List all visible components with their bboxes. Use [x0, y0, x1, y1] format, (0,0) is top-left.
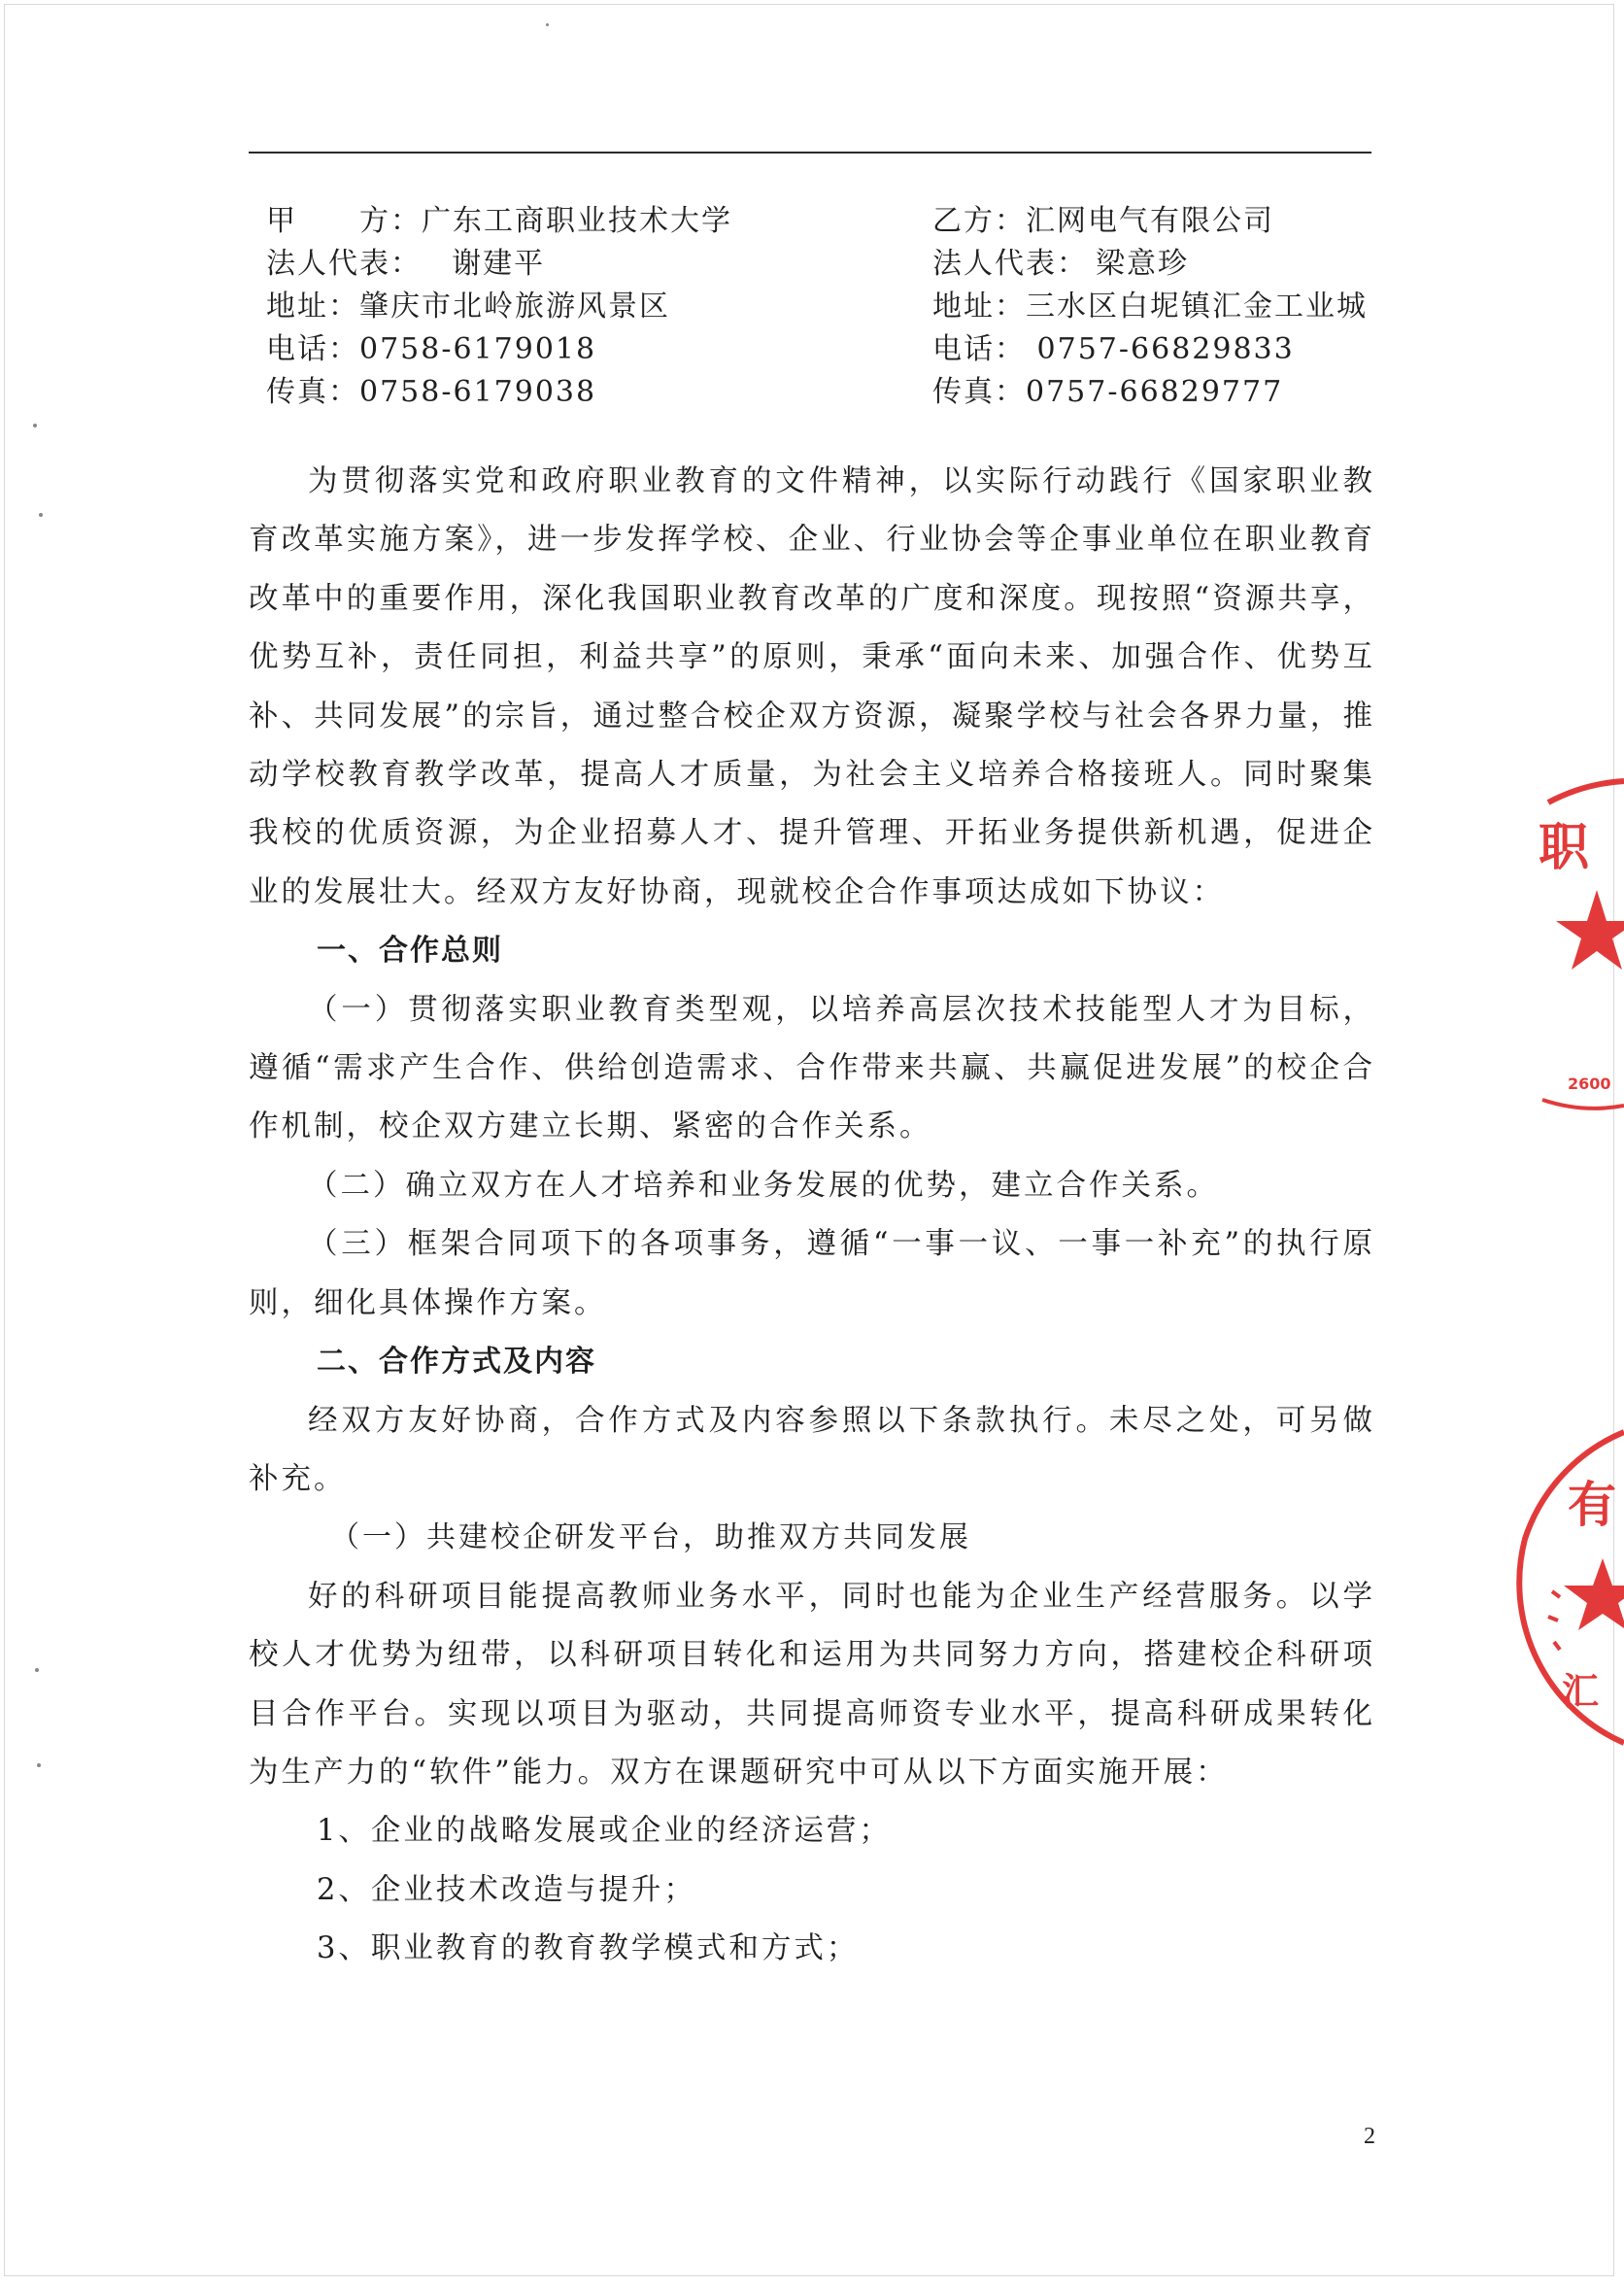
party-b-address: 三水区白坭镇汇金工业城: [1026, 290, 1368, 324]
party-b-name: 汇网电气有限公司: [1026, 204, 1274, 238]
party-b-fax: 0757-66829777: [1026, 375, 1284, 409]
party-a-rep: 谢建平: [452, 247, 546, 281]
seal-top-character: 职: [1539, 819, 1590, 877]
party-a-fax-line: [266, 371, 888, 414]
party-b-rep-label: 法人代表：: [932, 247, 1088, 281]
list-item: 2、企业技术改造与提升；: [317, 1872, 696, 1907]
party-b-address-label: 地址：: [932, 290, 1026, 324]
party-a-phone: 0758-6179018: [359, 332, 597, 366]
party-b-phone-label: 电话：: [932, 332, 1026, 366]
party-a-name: 广东工商职业技术大学: [422, 204, 732, 238]
party-a-address: 肇庆市北岭旅游风景区: [359, 290, 670, 324]
party-a-name-label: 甲 方：: [266, 204, 422, 238]
party-b-block: [932, 200, 1476, 414]
party-b-fax-label: 传真：: [932, 375, 1026, 409]
scan-speck: [35, 1668, 39, 1672]
section1-clause-3: （三）框架合同项下的各项事务，遵循“一事一议、一事一补充”的执行原则，细化具体操作方案。: [249, 1227, 1375, 1320]
intro-paragraph: 为贯彻落实党和政府职业教育的文件精神，以实际行动践行《国家职业教育改革实施方案》，进一步发挥学校、企业、行业协会等企事业单位在职业教育改革中的重要作用，深化我国职业教育改革的广度和深度。现按照“资源共享，优势互补，责任同担，利益共享”的原则，秉承“面向未来、加强合作、优势互补、共同发展”的宗旨，通过整合校企双方资源，凝聚学校与社会各界力量，推动学校教育教学改革，提高人才质量，为社会主义培养合格接班人。同时聚集我校的优质资源，为企业招募人才、提升管理、开拓业务提供新机遇，促进企业的发展壮大。经双方友好协商，现就校企合作事项达成如下协议：: [249, 464, 1375, 909]
list-item: 1、企业的战略发展或企业的经济运营；: [317, 1814, 892, 1849]
header-rule: [249, 152, 1371, 154]
scan-speck: [39, 513, 43, 517]
seal-top-digits: 2600: [1568, 1075, 1611, 1093]
scan-speck: [546, 23, 549, 26]
party-b-phone: 0757-66829833: [1036, 332, 1295, 366]
agreement-body: [249, 453, 1375, 1979]
subsection1-heading: （一）共建校企研发平台，助推双方共同发展: [330, 1520, 971, 1555]
party-a-address-line: [266, 286, 888, 328]
section1-clause-2: （二）确立双方在人才培养和业务发展的优势，建立合作关系。: [308, 1168, 1219, 1203]
section2-intro: 经双方友好协商，合作方式及内容参照以下条款执行。未尽之处，可另做补充。: [249, 1403, 1375, 1496]
party-a-name-line: [266, 200, 888, 243]
scan-speck: [33, 424, 37, 427]
party-b-fax-line: [932, 371, 1476, 414]
section2-heading: 二、合作方式及内容: [317, 1345, 596, 1380]
party-a-phone-line: [266, 328, 888, 371]
section1-heading: 一、合作总则: [317, 934, 503, 969]
party-a-fax-label: 传真：: [266, 375, 359, 409]
party-b-rep: 梁意珍: [1096, 247, 1189, 281]
party-b-name-label: 乙方：: [932, 204, 1026, 238]
subsection1-body: 好的科研项目能提高教师业务水平，同时也能为企业生产经营服务。以学校人才优势为纽带，以科研项目转化和运用为共同努力方向，搭建校企科研项目合作平台。实现以项目为驱动，共同提高师资专业水平，提高科研成果转化为生产力的“软件”能力。双方在课题研究中可从以下方面实施开展：: [249, 1579, 1375, 1790]
party-a-address-label: 地址：: [266, 290, 359, 324]
list-item: 3、职业教育的教育教学模式和方式；: [317, 1931, 860, 1966]
party-b-phone-line: [932, 328, 1476, 371]
seal-bottom-character: 有: [1568, 1477, 1616, 1533]
party-a-phone-label: 电话：: [266, 332, 359, 366]
seal-bottom-character-2: 汇: [1562, 1670, 1600, 1713]
scan-speck: [37, 1763, 41, 1767]
party-a-block: [266, 200, 888, 414]
party-a-rep-line: [266, 243, 888, 286]
party-a-fax: 0758-6179038: [359, 375, 597, 409]
section1-clause-1: （一）贯彻落实职业教育类型观，以培养高层次技术技能型人才为目标，遵循“需求产生合作、供给创造需求、合作带来共赢、共赢促进发展”的校企合作机制，校企双方建立长期、紧密的合作关系。: [249, 992, 1375, 1144]
party-b-rep-line: [932, 243, 1476, 286]
party-a-rep-label: 法人代表：: [266, 247, 422, 281]
party-b-name-line: [932, 200, 1476, 243]
page-number: 2: [1364, 2124, 1375, 2149]
party-b-address-line: [932, 286, 1476, 328]
